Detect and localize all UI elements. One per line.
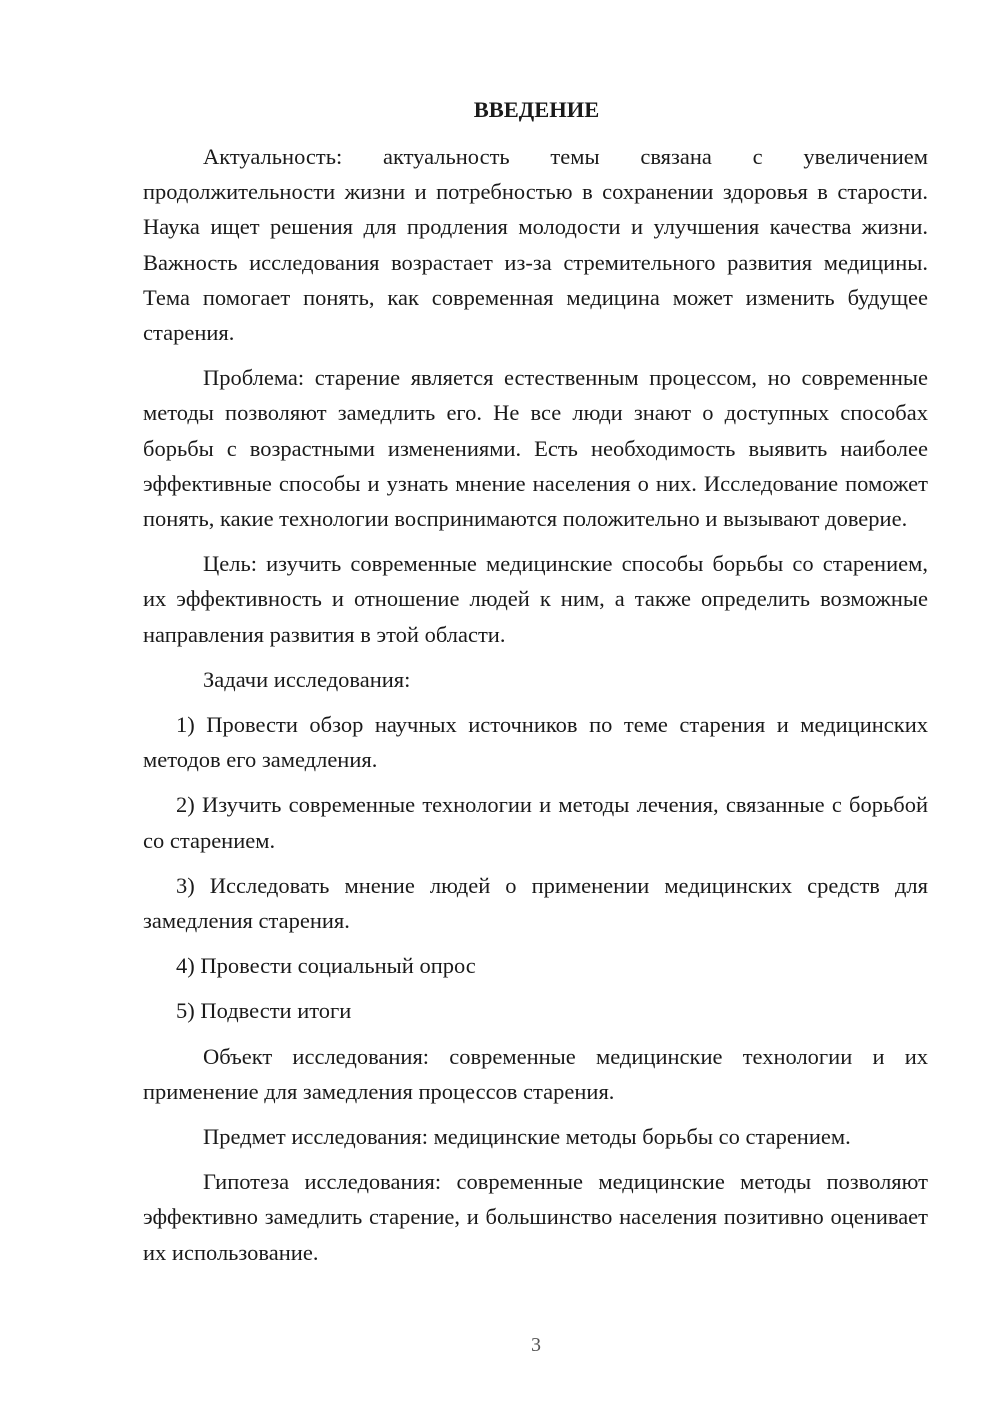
paragraph-goal: Цель: изучить современные медицинские способы борьбы со старением, их эффективность и отношение людей к ним, а также определить возможные направления развития в этой области.	[143, 551, 928, 647]
task-item-5: 5) Подвести итоги	[176, 998, 352, 1024]
paragraph-relevance: Актуальность: актуальность темы связана с увеличением продолжительности жизни и потребностью в сохранении здоровья в старости. Наука ищет решения для продления молодости и улучшения качества жизни. Важность исследования возрастает из-за стремительного развития медицины. Тема помогает понять, как современная медицина может изменить будущее старения.	[143, 144, 928, 346]
document-page	[143, 92, 928, 1280]
paragraph-problem: Проблема: старение является естественным процессом, но современные методы позволяют замедлить его. Не все люди знают о доступных способах борьбы с возрастными изменениями. Есть необходимость выявить наиболее эффективные способы и узнать мнение населения о них. Исследование поможет понять, какие технологии воспринимаются положительно и вызывают доверие.	[143, 365, 928, 532]
paragraph-object: Объект исследования: современные медицинские технологии и их применение для замедления процессов старения.	[143, 1043, 928, 1104]
task-item-3: 3) Исследовать мнение людей о применении медицинских средств для замедления старения.	[143, 872, 928, 934]
task-item-4: 4) Провести социальный опрос	[176, 953, 476, 979]
task-item-2: 2) Изучить современные технологии и методы лечения, связанные с борьбой со старением.	[143, 792, 928, 853]
paragraph-subject: Предмет исследования: медицинские методы борьбы со старением.	[203, 1124, 851, 1150]
page-number: 3	[531, 1334, 541, 1356]
tasks-heading: Задачи исследования:	[203, 666, 411, 692]
task-item-1: 1) Провести обзор научных источников по теме старения и медицинских методов его замедления.	[143, 712, 928, 773]
document-title: ВВЕДЕНИЕ	[473, 97, 600, 122]
paragraph-hypothesis: Гипотеза исследования: современные медицинские методы позволяют эффективно замедлить старение, и большинство населения позитивно оценивает их использование.	[143, 1169, 928, 1265]
